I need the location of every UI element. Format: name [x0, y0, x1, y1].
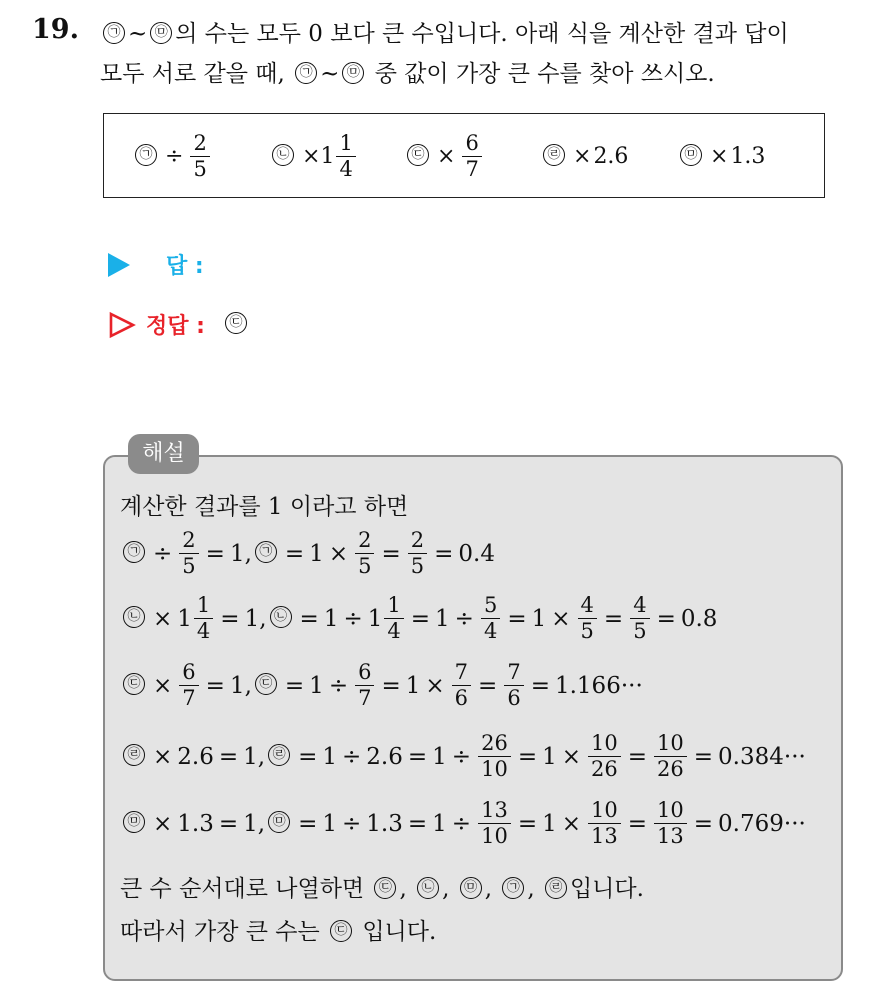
solution-equation-line — [120, 798, 806, 849]
option-1 — [132, 114, 212, 199]
numerator: 2 — [355, 528, 374, 554]
question-line-1-text: 의 수는 모두 0 보다 큰 수입니다. 아래 식을 계산한 결과 답이 — [175, 21, 789, 47]
value: 1.166··· — [554, 672, 643, 699]
circled-symbol: ㉠ — [502, 877, 524, 899]
operator: × — [573, 144, 592, 169]
circled-symbol: ㉡ — [417, 877, 439, 899]
fraction — [384, 593, 403, 644]
operator: = — [284, 540, 305, 567]
answer-label: 답 : — [166, 254, 204, 279]
value: 1, — [229, 540, 252, 567]
circled-symbol: ㉢ — [407, 144, 429, 166]
correct-answer-value: ㉢ — [225, 312, 247, 334]
denominator: 13 — [591, 824, 618, 848]
operator: × — [153, 810, 173, 837]
circled-symbol: ㉢ — [123, 673, 145, 695]
numerator: 6 — [179, 660, 198, 686]
fraction — [452, 660, 471, 711]
operator: = — [299, 605, 319, 632]
solution-equation-line — [120, 528, 495, 579]
operator: ÷ — [451, 810, 472, 837]
operator: = — [434, 540, 454, 567]
operator: ÷ — [165, 144, 184, 169]
operator: = — [627, 743, 648, 770]
denominator: 10 — [481, 757, 508, 781]
denominator: 26 — [657, 757, 684, 781]
numerator: 5 — [481, 593, 500, 619]
numerator: 4 — [578, 593, 597, 619]
question-text — [100, 14, 870, 94]
whole-part: 1 — [177, 605, 192, 632]
fraction — [478, 731, 511, 782]
numerator: 10 — [654, 731, 687, 757]
fraction — [588, 798, 621, 849]
circled-symbol: ㉠ — [255, 541, 277, 563]
operator: = — [407, 810, 428, 837]
conclusion-text: 큰 수 순서대로 나열하면 ㉢ , ㉡ , ㉤ , ㉠ , ㉣ 입니다. — [120, 876, 644, 902]
circled-symbol: ㉤ — [123, 811, 145, 833]
circled-symbol: ㉣ — [123, 744, 145, 766]
operator: ÷ — [153, 540, 173, 567]
numerator: 1 — [194, 593, 213, 619]
value: 1, — [243, 810, 266, 837]
denominator: 13 — [657, 824, 684, 848]
fraction — [462, 131, 481, 182]
operator: = — [410, 605, 431, 632]
option-4 — [540, 114, 628, 199]
operator: = — [218, 810, 239, 837]
value: 1 — [432, 743, 447, 770]
operator: × — [561, 810, 582, 837]
operator: ÷ — [342, 743, 362, 770]
value: 1, — [229, 672, 252, 699]
circled-symbol: ㉡ — [272, 144, 294, 166]
denominator: 5 — [580, 619, 594, 643]
numerator: 10 — [588, 731, 621, 757]
solution-equation-line — [120, 660, 643, 711]
denominator: 4 — [483, 619, 498, 643]
value: 0.4 — [458, 540, 495, 567]
operator: = — [205, 672, 225, 699]
solution-equation-line — [120, 593, 717, 644]
numerator: 6 — [462, 131, 481, 157]
denominator: 5 — [633, 619, 647, 643]
outline-arrow-icon — [108, 311, 136, 339]
circled-symbol: ㉡ — [270, 606, 292, 628]
operator: = — [603, 605, 624, 632]
operator: = — [205, 540, 225, 567]
correct-answer-row — [108, 309, 250, 340]
play-arrow-icon — [108, 253, 130, 277]
options-box — [103, 113, 825, 198]
numerator: 7 — [452, 660, 471, 686]
solution-intro: 계산한 결과를 1 이라고 하면 — [120, 494, 409, 520]
fraction — [630, 593, 649, 644]
operator: = — [220, 605, 240, 632]
circled-symbol: ㉢ — [255, 673, 277, 695]
operator: ÷ — [451, 743, 472, 770]
fraction — [578, 593, 597, 644]
circled-symbol: ㉤ — [342, 62, 364, 84]
value: 1 — [322, 743, 338, 770]
fraction — [190, 131, 209, 182]
circled-symbol: ㉣ — [543, 144, 565, 166]
circled-symbol: ㉠ — [103, 22, 125, 44]
denominator: 10 — [481, 824, 508, 848]
operator: = — [517, 743, 538, 770]
value: 0.8 — [680, 605, 718, 632]
operator: × — [328, 540, 349, 567]
value: 0.769··· — [718, 810, 806, 837]
fraction — [504, 660, 523, 711]
operator: ÷ — [328, 672, 349, 699]
denominator: 4 — [339, 157, 353, 181]
operator: × — [425, 672, 445, 699]
solution-equation-line — [120, 731, 806, 782]
operator: = — [218, 743, 239, 770]
operator: × — [153, 605, 173, 632]
numerator: 1 — [384, 593, 403, 619]
denominator: 7 — [182, 686, 196, 710]
numerator: 10 — [654, 798, 687, 824]
question-line-1 — [100, 14, 870, 54]
operator: = — [627, 810, 648, 837]
circled-symbol: ㉠ — [295, 62, 317, 84]
operator: = — [381, 672, 401, 699]
operator: × — [437, 144, 456, 169]
operator: = — [656, 605, 676, 632]
operator: × — [551, 605, 571, 632]
value: 0.384··· — [718, 743, 806, 770]
value: 2.6 — [366, 743, 403, 770]
operator: = — [284, 672, 305, 699]
operator: = — [298, 743, 318, 770]
fraction — [179, 660, 198, 711]
circled-symbol: ㉡ — [123, 606, 145, 628]
operator: = — [478, 672, 498, 699]
operator: ÷ — [343, 605, 363, 632]
denominator: 6 — [507, 686, 521, 710]
circled-symbol: ㉤ — [150, 22, 172, 44]
numerator: 2 — [190, 131, 209, 157]
denominator: 5 — [182, 554, 196, 578]
question-line-2-text-a: 모두 서로 같을 때, — [100, 61, 285, 87]
fraction — [355, 660, 374, 711]
tilde: ~ — [320, 61, 340, 87]
option-5 — [677, 114, 765, 199]
question-number: 19. — [32, 14, 79, 45]
operator: = — [381, 540, 401, 567]
value: 1, — [243, 743, 266, 770]
fraction — [408, 528, 427, 579]
numerator: 2 — [179, 528, 198, 554]
numerator: 6 — [355, 660, 374, 686]
circled-symbol: ㉤ — [268, 811, 290, 833]
denominator: 4 — [196, 619, 211, 643]
numerator: 2 — [408, 528, 427, 554]
operator: = — [693, 743, 714, 770]
solution-conclusion-1 — [120, 870, 644, 903]
option-3 — [404, 114, 484, 199]
value: 1 — [323, 605, 339, 632]
fraction — [478, 798, 511, 849]
value: 1, — [244, 605, 267, 632]
denominator: 5 — [410, 554, 425, 578]
operator: = — [407, 743, 428, 770]
option-value: 1.3 — [730, 144, 766, 169]
denominator: 5 — [358, 554, 372, 578]
operator: = — [298, 810, 318, 837]
circled-symbol: ㉣ — [545, 877, 567, 899]
tilde: ~ — [128, 21, 148, 47]
fraction — [481, 593, 500, 644]
operator: = — [507, 605, 527, 632]
numerator: 26 — [478, 731, 511, 757]
fraction — [588, 731, 621, 782]
denominator: 4 — [387, 619, 401, 643]
fraction — [654, 798, 687, 849]
numerator: 4 — [630, 593, 649, 619]
whole-part: 1 — [367, 605, 383, 632]
fraction — [336, 131, 355, 182]
value: 1 — [542, 743, 557, 770]
question-line-2 — [100, 54, 870, 94]
denominator: 6 — [454, 686, 469, 710]
operator: = — [517, 810, 538, 837]
question-line-2-text-b: 중 값이 가장 큰 수를 찾아 쓰시오. — [374, 61, 715, 87]
numerator: 1 — [336, 131, 355, 157]
operator: × — [302, 144, 321, 169]
option-2 — [269, 114, 358, 199]
answer-row — [108, 249, 204, 280]
solution-conclusion-2 — [120, 913, 436, 946]
numerator: 7 — [504, 660, 523, 686]
value: 1 — [405, 672, 421, 699]
value: 1.3 — [366, 810, 403, 837]
whole-part: 1 — [320, 144, 335, 169]
operator: = — [693, 810, 714, 837]
correct-answer-label: 정답 : — [146, 314, 205, 339]
circled-symbol: ㉢ — [330, 920, 352, 942]
value: 1 — [322, 810, 338, 837]
operator: = — [530, 672, 550, 699]
value: 1 — [435, 605, 450, 632]
operator: ÷ — [454, 605, 474, 632]
value: 1 — [309, 540, 324, 567]
operator: × — [153, 672, 173, 699]
operator: × — [710, 144, 729, 169]
value: 1.3 — [177, 810, 214, 837]
circled-symbol: ㉢ — [374, 877, 396, 899]
circled-symbol: ㉠ — [135, 144, 157, 166]
value: 1 — [542, 810, 557, 837]
denominator: 26 — [591, 757, 618, 781]
circled-symbol: ㉠ — [123, 541, 145, 563]
option-value: 2.6 — [593, 144, 629, 169]
fraction — [194, 593, 213, 644]
operator: ÷ — [342, 810, 362, 837]
numerator: 13 — [478, 798, 511, 824]
denominator: 7 — [465, 157, 479, 181]
value: 2.6 — [177, 743, 214, 770]
numerator: 10 — [588, 798, 621, 824]
circled-symbol: ㉣ — [268, 744, 290, 766]
circled-symbol: ㉤ — [460, 877, 482, 899]
denominator: 5 — [193, 157, 207, 181]
value: 1 — [309, 672, 324, 699]
operator: × — [153, 743, 173, 770]
solution-tag: 해설 — [128, 434, 199, 474]
denominator: 7 — [358, 686, 372, 710]
value: 1 — [531, 605, 547, 632]
conclusion-text: 따라서 가장 큰 수는 ㉢ 입니다. — [120, 919, 437, 945]
operator: × — [561, 743, 582, 770]
fraction — [179, 528, 198, 579]
value: 1 — [432, 810, 447, 837]
circled-symbol: ㉤ — [680, 144, 702, 166]
fraction — [654, 731, 687, 782]
fraction — [355, 528, 374, 579]
